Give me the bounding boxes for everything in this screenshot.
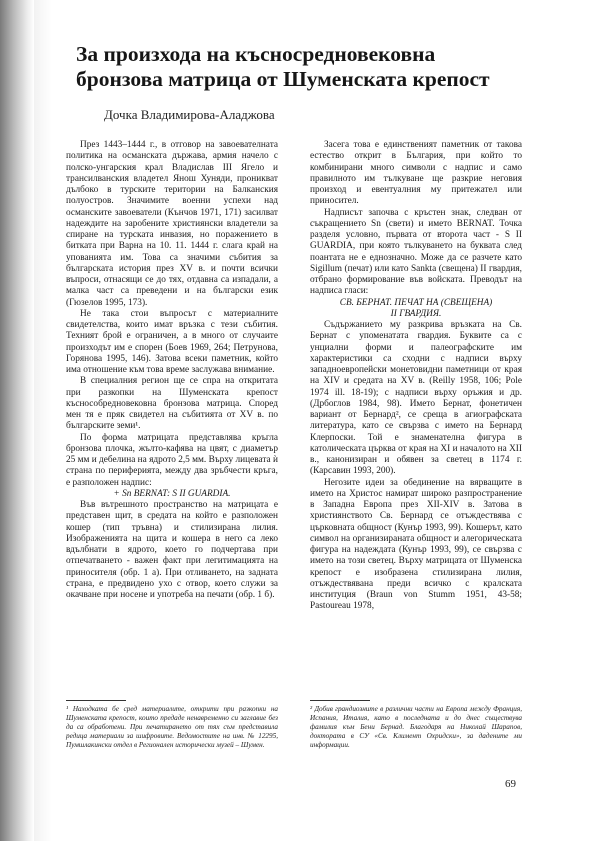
inscription-text: + Sn BERNAT: S II GUARDIA.	[113, 488, 231, 499]
article-title	[76, 42, 546, 92]
translation-line-1: СВ. БЕРНАТ. ПЕЧАТ НА (СВЕЩЕНА)	[339, 297, 493, 308]
left-column	[66, 140, 278, 601]
footnote-divider-right	[310, 700, 370, 701]
page-binding-gradient	[34, 0, 52, 841]
paragraph: Във вътрешното пространство на матрицата е представен щит, в средата на който е разположен кошер (тип тръвна) и стилизирана лилия. Изображенията на щита и кошера в него са леко вдълбнати в ядрото, което го подчертава при отпечатването - важен факт при легитимацията на приносителя (обр. 1 а). При отливането, на задната страна, е предвидено ухо с отвор, което служи за окачване при носене и употреба на печати (обр. 1 б).	[66, 500, 278, 600]
footnote-divider-left	[66, 700, 126, 701]
translation-line-2: II ГВАРДИЯ.	[390, 308, 442, 319]
paragraph: Съдържанието му разкрива връзката на Св. Бернат с упоменатата гвардия. Буквите са с унциални форми и палеографските им характеристики са сходни с надписи върху западноевропейски монетовидни паметници от края на XIV и средата на XV в. (Reilly 1958, 106; Pole 1974 ill. 18-19); с надписи върху оръжия и др. (Дрбоглов 1984, 98). Името Бернат, фонетичен вариант от Бернард², се среща в агиографската литература, като се свързва с името на Бернард Клерпоски. Той е знаменателна фигура в католическата църква от края на XI и началото на XII в., канонизиран и обявен за светец в 1174 г. (Карсавин 1993, 200).	[310, 320, 522, 477]
paragraph: Не така стои въпросът с материалните свидетелства, които имат връзка с тези събития. Техният брой е ограничен, а в много от случаите произходът им е спорен (Боев 1969, 264; Петрунова, Горянова 1995, 146). Затова всеки паметник, който има отношение към това време заслужава внимание.	[66, 308, 278, 375]
right-column	[310, 140, 522, 613]
page-binding-shadow	[0, 0, 34, 841]
footnote-left: ¹ Находката бе сред материалите, открити при разкопки на Шуменската крепост, които предаде ненавременно си заглавие без да са обработени. При печатирането от тях съм представила редица материали за шифровите. Ведомостите на инв. № 12295, Пумшлакински отдел в Регионален исторически музей – Шумен.	[66, 705, 278, 749]
paragraph: В специалния регион ще се спра на откритата при разкопки на Шуменската крепост къснособредновековна бронзова матрица. Според мен тя е пряк свидетел на събитията от XV в. по българските земи¹.	[66, 376, 278, 432]
paragraph: Засега това е единственият паметник от такова естество открит в България, при който то комбинирани много символи с надпис и само правилното им тълкуване ще разкрие неговия произход и евентуалния му притежател или приносител.	[310, 140, 522, 207]
article-title-line-1: За произхода на късносредновековна	[76, 42, 436, 66]
author-name: Дочка Владимирова-Аладжова	[104, 107, 275, 122]
page-number: 69	[505, 778, 516, 790]
footnote-right: ² Добив грандиозните в различни части на Европа между Франция, Испания, Италия, като в последната и до днес съществува фамилия към Бени Бернад. Благодаря на Николай Шарапов, доктората в СУ «Св. Климент Охридски», за дадените ми информации.	[310, 705, 522, 749]
paragraph: По форма матрицата представлява кръгла бронзова плочка, жълто-кафява на цвят, с диаметър 25 мм и дебелина на ядрото 2,5 мм. Върху лицевата ѝ страна по периферията, между два зръбчести кръга, е разположен надпис:	[66, 432, 278, 488]
paragraph: Надписът започва с кръстен знак, следван от съкращението Sn (свети) и името BERNAT. Точка разделя условно, първата от второта част - S II GUARDIA, при която тълкуването на буквата след поантата не е еднозначно. Може да се разчете като Sigillum (печат) или като Sankta (свещена) II гвардия, отбрано формирование във войската. Преводът на надписа гласи:	[310, 207, 522, 297]
paragraph: През 1443–1444 г., в отговор на завоевателната политика на османската държава, армия начело с полско-унгарския крал Владислав III Ягело и трансилванския владетел Янош Хуняди, проникват дълбоко в турските територии на Балканския полуостров. Значимите военни успехи над османските завоеватели (Кънчов 1971, 171) засилват надеждите на заробените християнски владетели за спиране на турската инвазия, но поражението в битката при Варна на 10. 11. 1444 г. слага край на упованията им. Това са значими събития за българската история през XV в. и почти всички въпроси, отнасящи се до тях, отдавна са изпадали, а малка част са преведени и на български език (Гюзелов 1995, 173).	[66, 140, 278, 308]
article-title-line-2: бронзова матрица от Шуменската крепост	[76, 67, 490, 91]
paragraph: Негозите идеи за обединение на вярващите в името на Христос намират широко разпространение в Западна Европа през XII-XIV в. Затова в християнството Св. Бернард се отъждествява с църковната общност (Кунър 1993, 99). Кошерът, като символ на организираната общност и алегорическата фигура на надеждата (Кунър 1993, 99), се свързва с името на този светец. Върху матрицата от Шуменска крепост е изобразена стилизирана лилия, отъждествявана преди всичко с кралската институция (Braun von Stumm 1951, 43-58; Pastoureau 1978,	[310, 477, 522, 612]
